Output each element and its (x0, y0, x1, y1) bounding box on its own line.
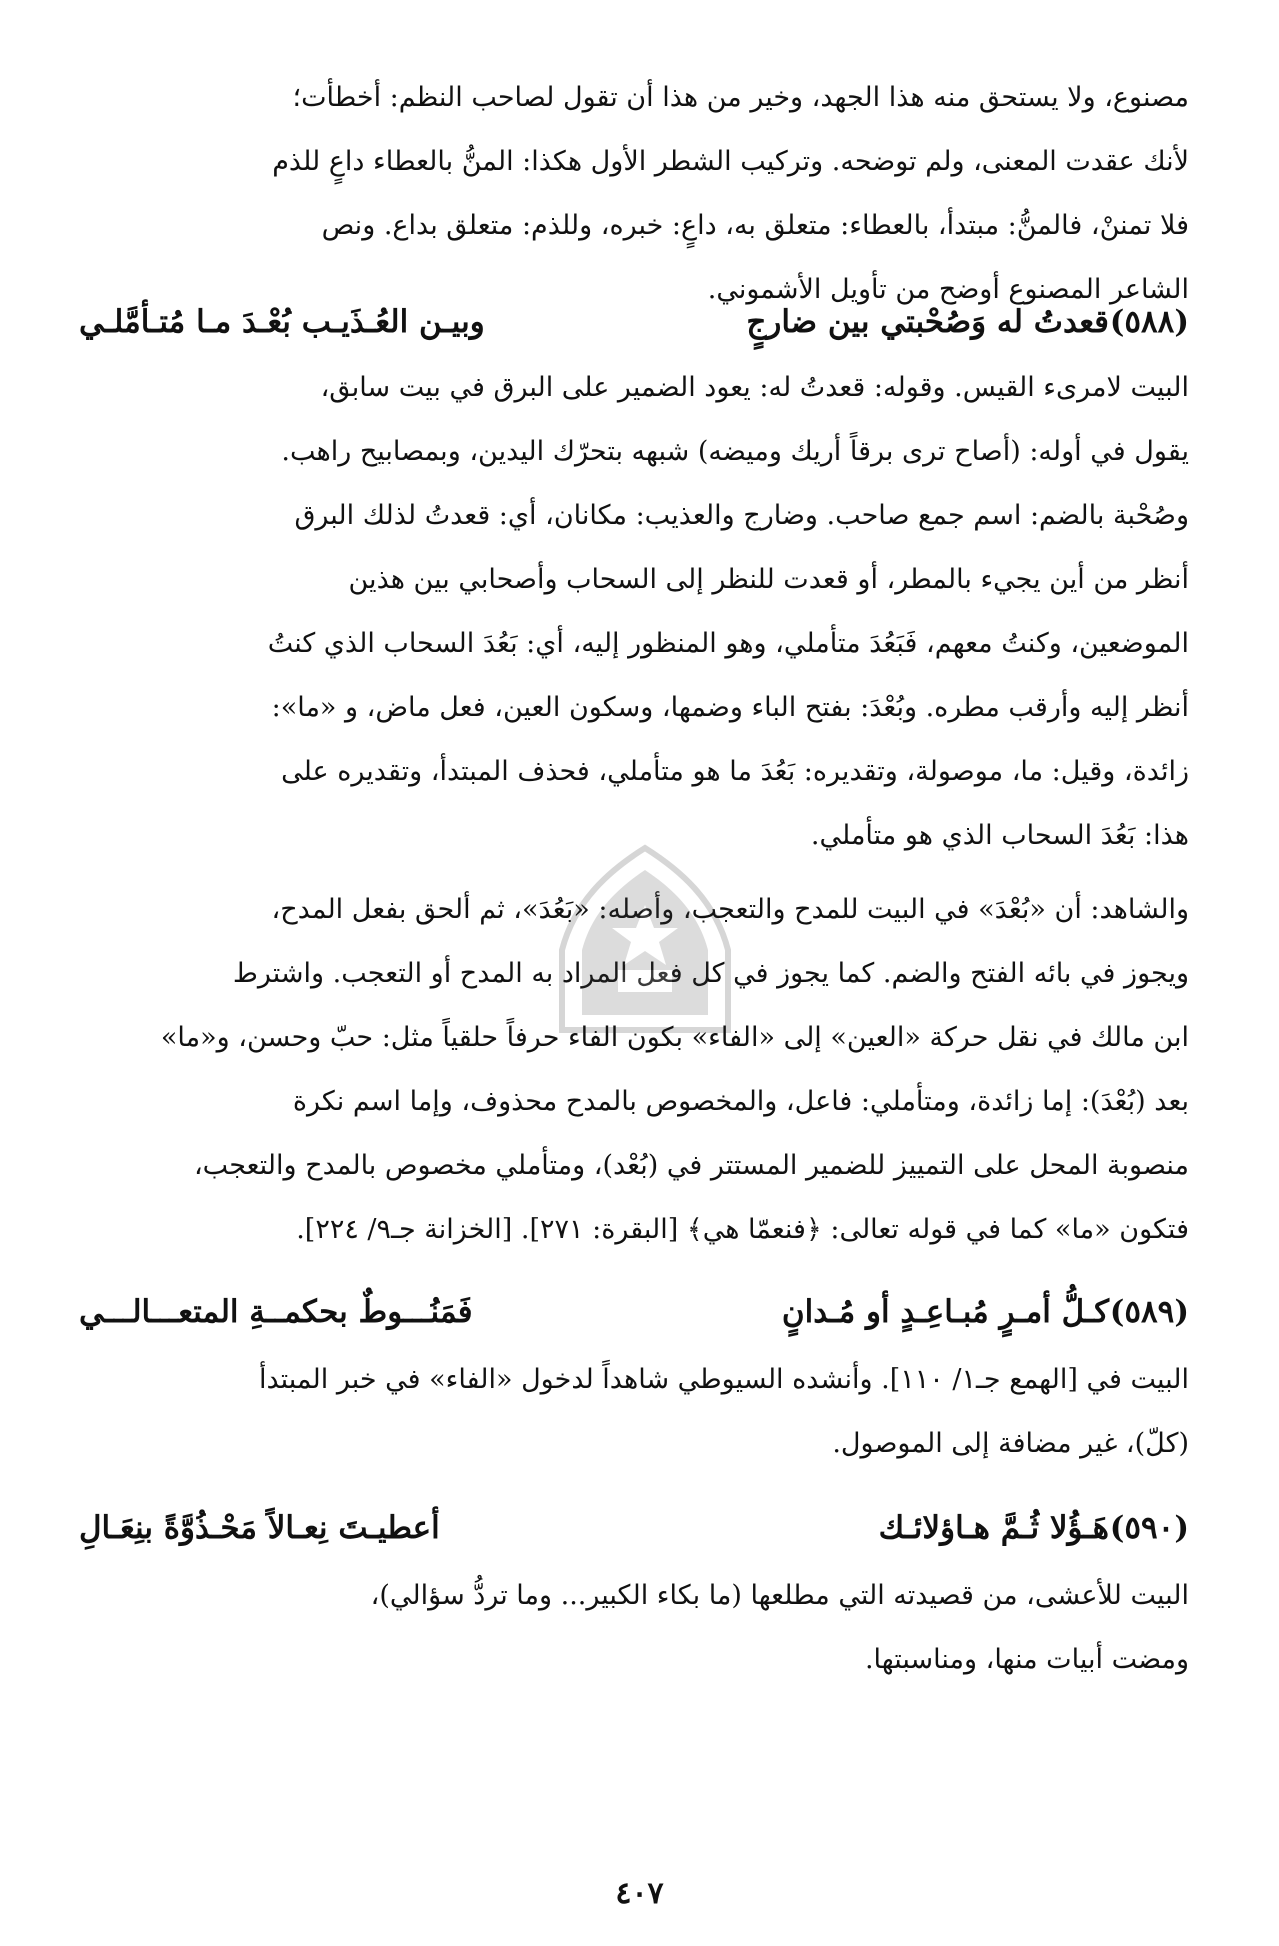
text-line: ومضت أبيات منها، ومناسبتها. (864, 1644, 1189, 1675)
verse-590 (79, 1502, 1189, 1562)
verse-hemistich-first: كـلُّ أمـرٍ مُبـاعِـدٍ أو مُـدانٍ (781, 1294, 1109, 1330)
verse-number: (٥٩٠) (1109, 1510, 1189, 1546)
text-line: لأنك عقدت المعنى، ولم توضحه. وتركيب الشطر الأول هكذا: المنُّ بالعطاء داعٍ للذم (272, 146, 1189, 177)
text-line: بعد (بُعْدَ): إما زائدة، ومتأملي: فاعل، والمخصوص بالمدح محذوف، وإما اسم نكرة (292, 1086, 1189, 1117)
verse-hemistich-first: قعدتُ له وَصُحْبتي بين ضارجٍ (746, 304, 1109, 340)
text-line: البيت للأعشى، من قصيدته التي مطلعها (ما بكاء الكبير... وما تردُّ سؤالي)، (370, 1580, 1189, 1611)
verse-number: (٥٨٨) (1109, 304, 1189, 340)
page-number: ٤٠٧ (615, 1876, 664, 1911)
verse-hemistich-second: وبيـن العُـذَيـب بُعْـدَ مـا مُتـأمَّلـي (79, 304, 485, 340)
text-line: الموضعين، وكنتُ معهم، فَبَعُدَ متأملي، وهو المنظور إليه، أي: بَعُدَ السحاب الذي كنتُ (267, 628, 1189, 659)
text-line: أنظر إليه وأرقب مطره. وبُعْدَ: بفتح الباء وضمها، وسكون العين، فعل ماض، و «ما»: (271, 692, 1189, 723)
commentary-590 (94, 1564, 1189, 1692)
text-line: البيت في [الهمع جـ١/ ١١٠]. وأنشده السيوطي شاهداً لدخول «الفاء» في خبر المبتدأ (258, 1364, 1189, 1395)
text-line: فتكون «ما» كما في قوله تعالى: ﴿فنعمّا هي﴾ [البقرة: ٢٧١]. [الخزانة جـ٩/ ٢٢٤]. (296, 1214, 1189, 1245)
text-line: والشاهد: أن «بُعْدَ» في البيت للمدح والتعجب، وأصله: «بَعُدَ»، ثم ألحق بفعل المدح، (271, 894, 1189, 925)
commentary-588 (94, 356, 1189, 868)
verse-number: (٥٨٩) (1109, 1294, 1189, 1330)
text-line: البيت لامرىء القيس. وقوله: قعدتُ له: يعود الضمير على البرق في بيت سابق، (320, 372, 1189, 403)
text-line: ابن مالك في نقل حركة «العين» إلى «الفاء» بكون الفاء حرفاً حلقياً مثل: حبّ وحسن، و«ما» (160, 1022, 1189, 1053)
verse-588 (79, 296, 1189, 356)
text-line: هذا: بَعُدَ السحاب الذي هو متأملي. (810, 820, 1189, 851)
text-line: فلا تمننْ، فالمنُّ: مبتدأ، بالعطاء: متعلق به، داعٍ: خبره، وللذم: متعلق بداع. ونص (321, 210, 1189, 241)
verse-hemistich-first: هَـؤُلا ثُـمَّ هـاؤلائـك (878, 1510, 1109, 1546)
commentary-589 (94, 1348, 1189, 1476)
intro-paragraph (94, 66, 1189, 322)
text-line: أنظر من أين يجيء بالمطر، أو قعدت للنظر إلى السحاب وأصحابي بين هذين (348, 564, 1189, 595)
verse-589 (79, 1286, 1189, 1346)
library-seal-watermark-icon (530, 830, 760, 1060)
text-line: (كلّ)، غير مضافة إلى الموصول. (832, 1428, 1189, 1459)
text-line: الشاعر المصنوع أوضح من تأويل الأشموني. (707, 274, 1189, 305)
text-line: زائدة، وقيل: ما، موصولة، وتقديره: بَعُدَ ما هو متأملي، فحذف المبتدأ، وتقديره على (281, 756, 1189, 787)
text-line: مصنوع، ولا يستحق منه هذا الجهد، وخير من هذا أن تقول لصاحب النظم: أخطأت؛ (292, 82, 1189, 113)
text-line: يقول في أوله: (أصاح ترى برقاً أريك وميضه) شبهه بتحرّك اليدين، وبمصابيح راهب. (281, 436, 1189, 467)
text-line: ويجوز في بائه الفتح والضم. كما يجوز في كل فعل المراد به المدح أو التعجب. واشترط (232, 958, 1189, 989)
text-line: منصوبة المحل على التمييز للضمير المستتر في (بُعْد)، ومتأملي مخصوص بالمدح والتعجب، (193, 1150, 1189, 1181)
verse-hemistich-second: فَمَنُـــوطٌ بحكمــةِ المتعـــالـــي (79, 1294, 473, 1330)
verse-hemistich-second: أعطيـتَ نِعـالاً مَحْـذُوَّةً بنِعَـالِ (79, 1510, 440, 1546)
text-line: وصُحْبة بالضم: اسم جمع صاحب. وضارج والعذيب: مكانان، أي: قعدتُ لذلك البرق (294, 500, 1189, 531)
